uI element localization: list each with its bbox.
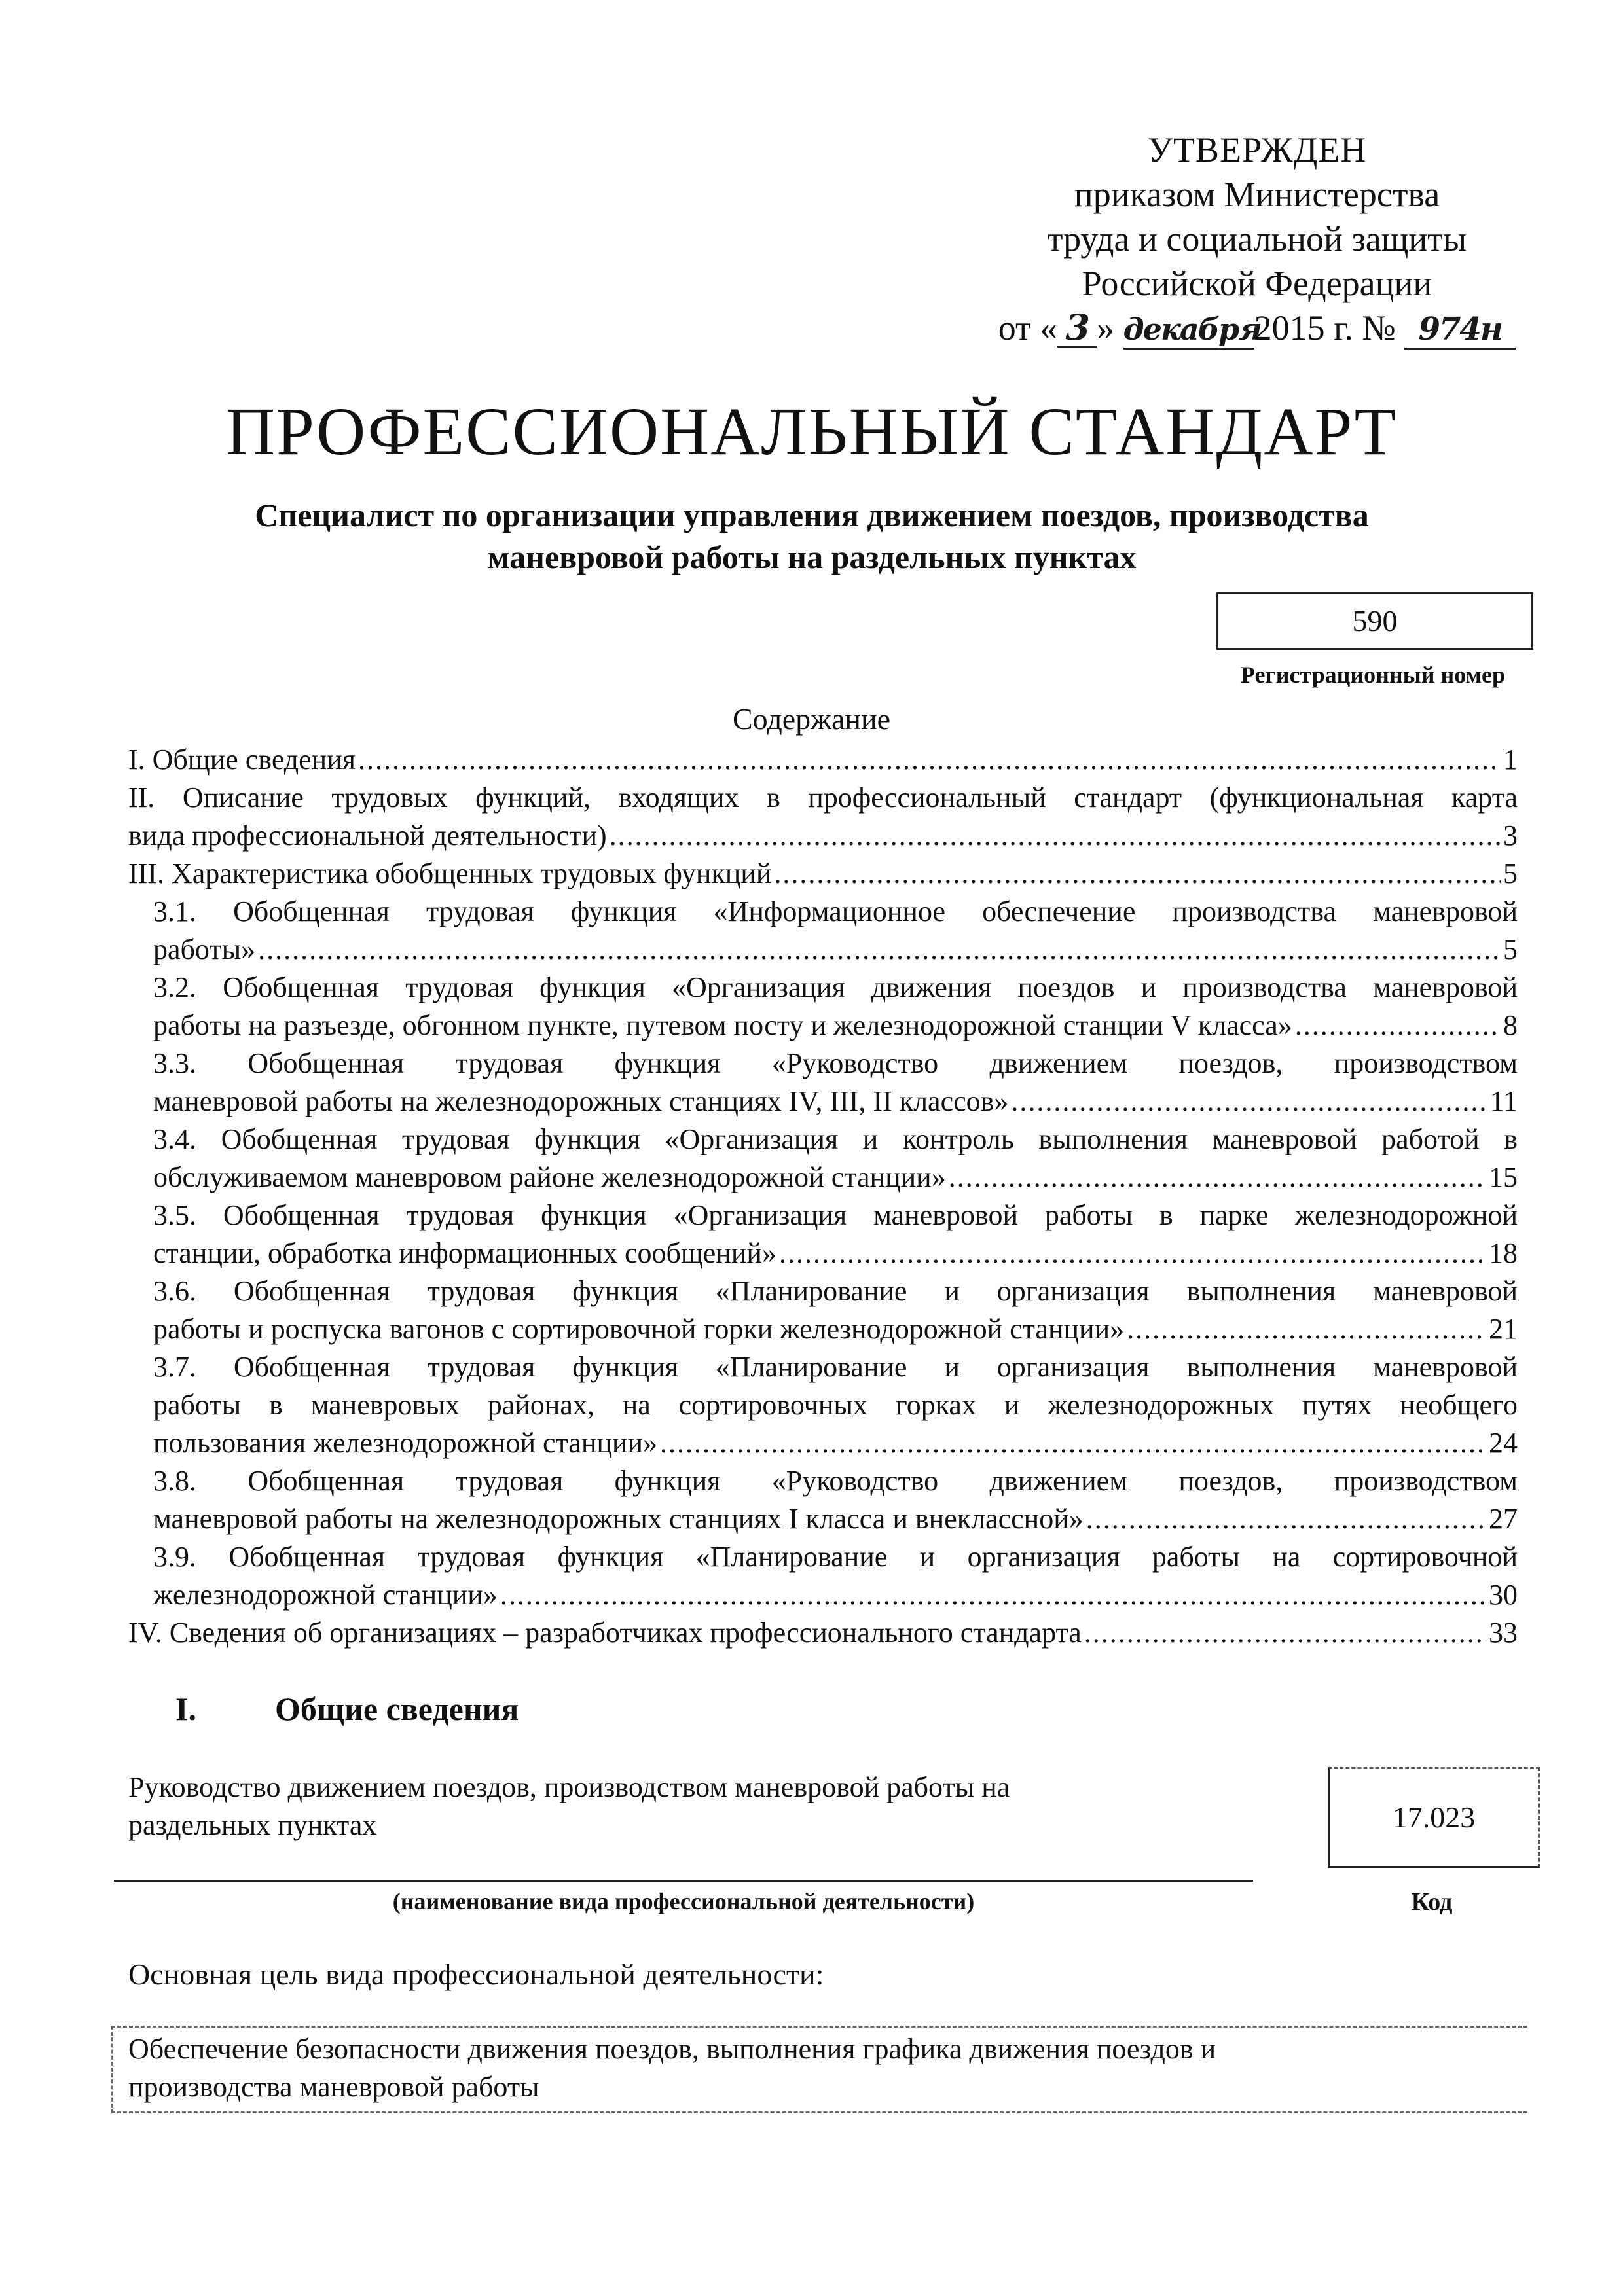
toc-heading: Содержание <box>732 702 891 736</box>
toc-item-line <box>128 741 1518 779</box>
toc-item-title: пользования железнодорожной станции» <box>153 1427 657 1459</box>
registration-number-label: Регистрационный номер <box>1240 662 1506 688</box>
toc-item-line <box>128 817 1518 855</box>
toc-page-number: 27 <box>1489 1503 1518 1535</box>
toc-leader-dots <box>1086 1500 1486 1538</box>
toc-item-text: 3.7. Обобщенная трудовая функция «Планирование и организация выполнения маневровой <box>153 1351 1518 1383</box>
toc-item-line <box>153 1500 1518 1538</box>
table-of-contents <box>128 741 1518 1652</box>
toc-item-title: обслуживаемом маневровом районе железнодорожной станции» <box>153 1161 946 1193</box>
toc-item <box>128 1121 1518 1196</box>
date-mid: » <box>1097 308 1115 348</box>
toc-item <box>128 1045 1518 1121</box>
order-date-line <box>969 306 1545 350</box>
section-1-heading <box>175 1690 519 1728</box>
activity-caption: (наименование вида профессиональной деятельности) <box>392 1888 975 1914</box>
handwritten-day: 3 <box>1057 309 1097 348</box>
toc-page-number: 33 <box>1489 1617 1518 1649</box>
toc-item-title: станции, обработка информационных сообщений» <box>153 1237 776 1269</box>
toc-item-text: работы в маневровых районах, на сортировочных горках и железнодорожных путях необщего <box>153 1389 1518 1421</box>
toc-item <box>128 741 1518 779</box>
toc-item <box>128 893 1518 969</box>
toc-item <box>128 855 1518 893</box>
toc-item-title: IV. Сведения об организациях – разработчиках профессионального стандарта <box>128 1617 1082 1649</box>
goal-label: Основная цель вида профессиональной деятельности: <box>128 1958 824 1991</box>
toc-page-number: 3 <box>1503 819 1518 852</box>
toc-leader-dots <box>610 817 1501 855</box>
toc-leader-dots <box>774 855 1501 893</box>
activity-underline <box>114 1880 1253 1882</box>
toc-item-line <box>153 1158 1518 1196</box>
toc-page-number: 1 <box>1503 744 1518 776</box>
goal-line-1: Обеспечение безопасности движения поездов, выполнения графика движения поездов и <box>128 2033 1216 2065</box>
approved-label: УТВЕРЖДЕН <box>1147 130 1367 170</box>
approval-line-1: приказом Министерства <box>1074 175 1440 214</box>
toc-item <box>128 779 1518 855</box>
subtitle-line-2: маневровой работы на раздельных пунктах <box>487 539 1137 575</box>
toc-item-line <box>128 855 1518 893</box>
registration-number-box: 590 <box>1216 592 1533 650</box>
toc-item-title: работы и роспуска вагонов с сортировочной горки железнодорожной станции» <box>153 1313 1125 1345</box>
toc-item <box>128 1614 1518 1652</box>
toc-page-number: 30 <box>1489 1579 1518 1611</box>
toc-item <box>128 1538 1518 1614</box>
toc-leader-dots <box>258 931 1501 969</box>
toc-item-title: работы на разъезде, обгонном пункте, путевом посту и железнодорожной станции V класса» <box>153 1009 1292 1041</box>
toc-item <box>128 1272 1518 1348</box>
toc-item-text: 3.8. Обобщенная трудовая функция «Руководство движением поездов, производством <box>153 1465 1518 1497</box>
document-title: ПРОФЕССИОНАЛЬНЫЙ СТАНДАРТ <box>225 394 1398 469</box>
toc-item <box>128 1348 1518 1462</box>
toc-leader-dots <box>1084 1614 1486 1652</box>
toc-item-line <box>153 1576 1518 1614</box>
date-prefix: от « <box>998 308 1058 348</box>
approval-line-2: труда и социальной защиты <box>1047 219 1467 259</box>
toc-item-line <box>128 1614 1518 1652</box>
toc-item-line <box>153 1234 1518 1272</box>
handwritten-month: декабря <box>1123 311 1254 350</box>
toc-item-title: III. Характеристика обобщенных трудовых функций <box>128 857 772 889</box>
toc-item-line <box>153 1310 1518 1348</box>
toc-item-text: 3.2. Обобщенная трудовая функция «Организация движения поездов и производства маневровой <box>153 971 1518 1003</box>
toc-page-number: 18 <box>1489 1237 1518 1269</box>
toc-item-text: II. Описание трудовых функций, входящих в профессиональный стандарт (функциональная карта <box>128 781 1518 814</box>
toc-leader-dots <box>949 1158 1486 1196</box>
toc-item-line <box>153 1083 1518 1121</box>
approval-block <box>969 128 1545 350</box>
toc-page-number: 8 <box>1503 1009 1518 1041</box>
toc-item-line <box>153 1007 1518 1045</box>
toc-item <box>128 1462 1518 1538</box>
toc-item-text: 3.1. Обобщенная трудовая функция «Информационное обеспечение производства маневровой <box>153 895 1518 927</box>
toc-item-line <box>153 931 1518 969</box>
subtitle-line-1: Специалист по организации управления движением поездов, производства <box>255 497 1369 533</box>
toc-item-text: 3.4. Обобщенная трудовая функция «Организация и контроль выполнения маневровой работой в <box>153 1123 1518 1155</box>
toc-page-number: 24 <box>1489 1427 1518 1459</box>
toc-item-text: 3.6. Обобщенная трудовая функция «Планирование и организация выполнения маневровой <box>153 1275 1518 1307</box>
toc-leader-dots <box>660 1424 1486 1462</box>
toc-leader-dots <box>779 1234 1486 1272</box>
toc-item-title: маневровой работы на железнодорожных станциях I класса и внеклассной» <box>153 1503 1084 1535</box>
toc-item-text: 3.9. Обобщенная трудовая функция «Планирование и организация работы на сортировочной <box>153 1541 1518 1573</box>
toc-item-title: работы» <box>153 933 256 965</box>
toc-leader-dots <box>500 1576 1486 1614</box>
goal-line-2: производства маневровой работы <box>128 2071 539 2103</box>
toc-item <box>128 1196 1518 1272</box>
toc-page-number: 5 <box>1503 933 1518 965</box>
activity-line-1: Руководство движением поездов, производством маневровой работы на <box>128 1771 1010 1803</box>
toc-leader-dots <box>1295 1007 1501 1045</box>
toc-page-number: 11 <box>1489 1085 1518 1117</box>
toc-item-title: вида профессиональной деятельности) <box>128 819 607 852</box>
toc-item-title: железнодорожной станции» <box>153 1579 498 1611</box>
toc-item-title: маневровой работы на железнодорожных станциях IV, III, II классов» <box>153 1085 1009 1117</box>
toc-leader-dots <box>358 741 1501 779</box>
document-subtitle <box>131 494 1493 578</box>
toc-page-number: 5 <box>1503 857 1518 889</box>
toc-item <box>128 969 1518 1045</box>
section-1-title: Общие сведения <box>275 1691 519 1727</box>
toc-page-number: 21 <box>1489 1313 1518 1345</box>
toc-item-line <box>153 1424 1518 1462</box>
toc-item-text: 3.3. Обобщенная трудовая функция «Руководство движением поездов, производством <box>153 1047 1518 1079</box>
toc-item-text: 3.5. Обобщенная трудовая функция «Организация маневровой работы в парке железнодорожной <box>153 1199 1518 1231</box>
handwritten-order-number: 974н <box>1404 311 1516 350</box>
code-caption: Код <box>1411 1888 1453 1916</box>
activity-line-2: раздельных пунктах <box>128 1809 377 1841</box>
toc-item-title: I. Общие сведения <box>128 744 356 776</box>
toc-leader-dots <box>1127 1310 1486 1348</box>
toc-page-number: 15 <box>1489 1161 1518 1193</box>
activity-name <box>128 1768 1176 1844</box>
date-year: 2015 г. № <box>1254 308 1396 348</box>
goal-text <box>128 2030 1438 2106</box>
approval-line-3: Российской Федерации <box>1082 264 1432 303</box>
section-1-number: I. <box>175 1691 196 1727</box>
toc-leader-dots <box>1011 1083 1487 1121</box>
activity-code-box: 17.023 <box>1328 1767 1540 1868</box>
